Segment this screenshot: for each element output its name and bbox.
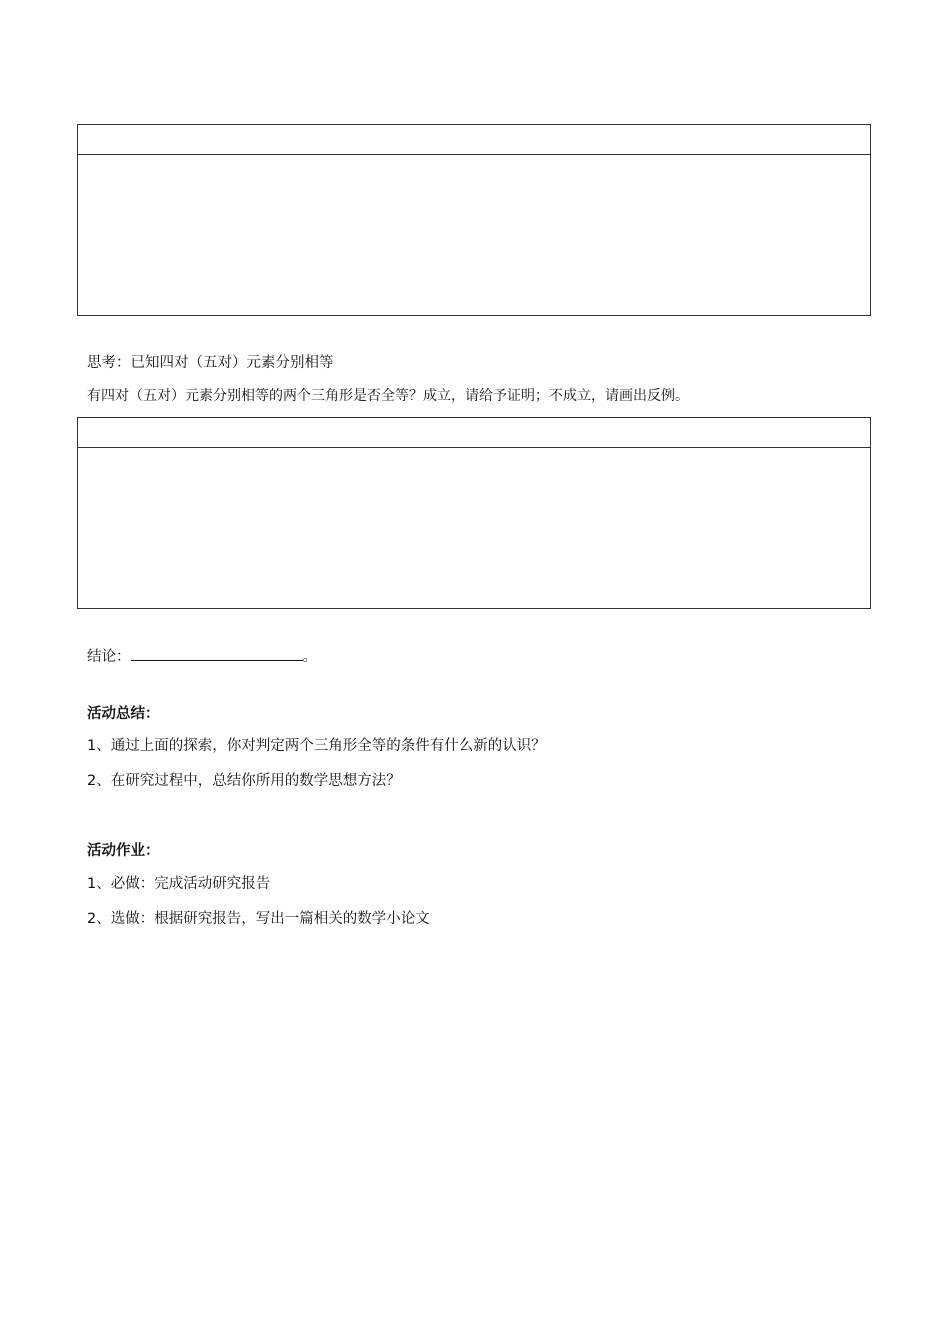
summary-heading: 活动总结： — [87, 706, 160, 722]
conclusion-suffix: 。 — [302, 649, 317, 665]
think-title: 思考：已知四对（五对）元素分别相等 — [87, 355, 334, 371]
conclusion-line — [87, 646, 317, 667]
conclusion-blank[interactable] — [131, 646, 303, 661]
summary-item-1: 1、通过上面的探索，你对判定两个三角形全等的条件有什么新的认识？ — [87, 738, 546, 754]
answer-table-1-body-cell[interactable] — [78, 155, 870, 315]
answer-table-2-header-cell[interactable] — [78, 418, 870, 448]
answer-table-2 — [77, 417, 871, 609]
answer-table-1-header-cell[interactable] — [78, 125, 870, 155]
think-question: 有四对（五对）元素分别相等的两个三角形是否全等？成立，请给予证明；不成立，请画出反例。 — [87, 388, 689, 404]
homework-item-1: 1、必做：完成活动研究报告 — [87, 876, 271, 892]
summary-item-2: 2、在研究过程中，总结你所用的数学思想方法？ — [87, 773, 401, 789]
homework-heading: 活动作业： — [87, 843, 160, 859]
answer-table-1 — [77, 124, 871, 316]
conclusion-label: 结论： — [87, 649, 131, 665]
answer-table-2-body-cell[interactable] — [78, 448, 870, 608]
homework-item-2: 2、选做：根据研究报告，写出一篇相关的数学小论文 — [87, 911, 430, 927]
